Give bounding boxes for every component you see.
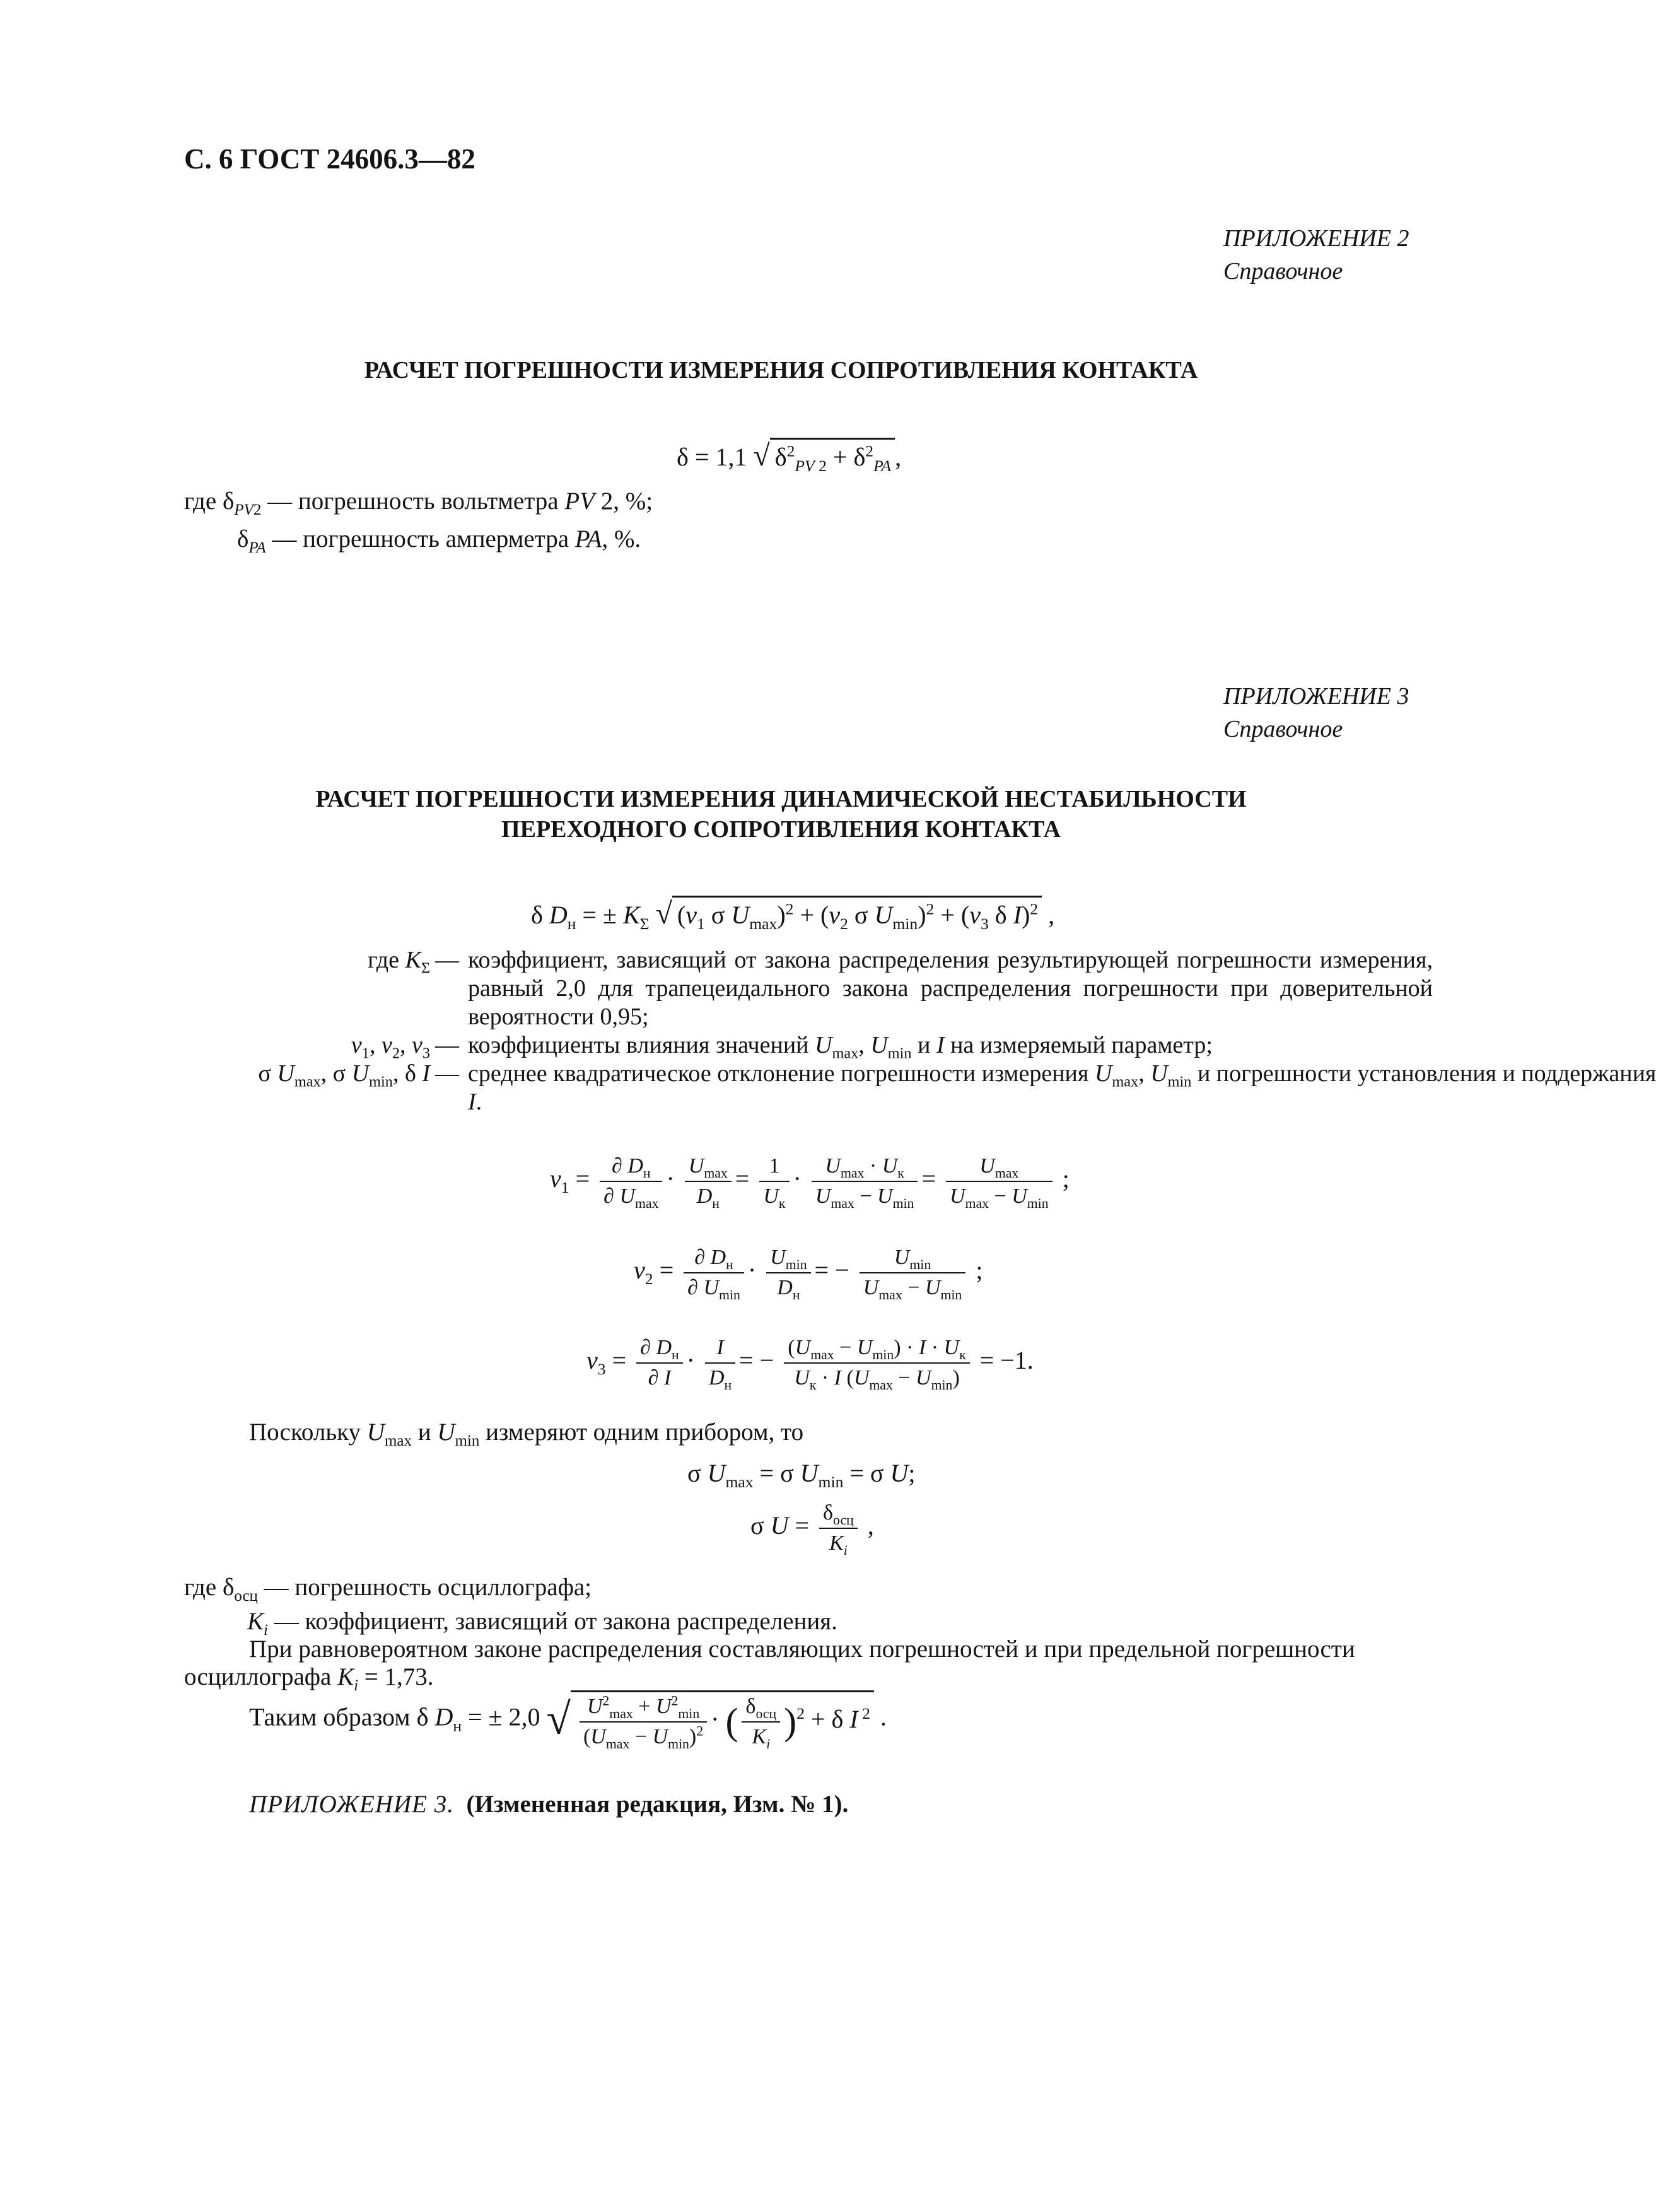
- definition-osc: где $\delta_{осц}$ — погрешность осциллографа;: [184, 1574, 592, 1605]
- def-tail: , %.: [602, 525, 641, 553]
- sqrt-icon: √: [753, 439, 770, 472]
- appendix-kind: Справочное: [1223, 716, 1343, 742]
- def-tail: , %;: [613, 488, 653, 515]
- appendix-label: ПРИЛОЖЕНИЕ 2: [1223, 225, 1409, 252]
- formula-end: .: [873, 1702, 887, 1731]
- def-num: 2: [594, 488, 614, 515]
- formula-v3: $v_3$ = $\frac{\partial D_н}{\partial I}$ · $\frac{I}{D_н}$ = − $\frac{(U_{max} - U_{min}) \cdot I \cdot U_к}{U_к \cdot I (U_{max} - U_{min})}$ = −1.: [586, 1336, 1034, 1393]
- formula-end: ;: [1056, 1164, 1070, 1193]
- since-sentence: Поскольку $U_{max}$ и $U_{min}$ измеряют одним прибором, то: [249, 1419, 804, 1449]
- definition-list: [0, 946, 1656, 1115]
- formula-end: ;: [969, 1256, 983, 1285]
- definition-ki: $K_i$ — коэффициент, зависящий от закона распределения.: [247, 1608, 837, 1639]
- text-part: Таким образом: [249, 1702, 411, 1731]
- desc-part: среднее квадратическое отклонение погрешности измерения: [468, 1060, 1089, 1087]
- def-symbol: PA: [574, 525, 602, 553]
- formula-lhs: δ: [531, 901, 543, 929]
- dash: —: [435, 947, 459, 973]
- sqrt-icon: √: [655, 897, 672, 930]
- def-v123: коэффициенты влияния значений $U_{max}$, $U_{min}$ и I на измеряемый параметр;: [468, 1032, 1213, 1062]
- desc-part: и погрешности установления и поддержания: [1197, 1060, 1656, 1087]
- def-text: погрешность осциллографа;: [294, 1574, 592, 1601]
- formula-end: ,: [861, 1511, 874, 1540]
- formula-final: Таким образом δ $D_н$ = ± 2,0 √ $\frac{U^2_{max} + U^2_{min}}{(U_{max} - U_{min})^2}$ · ( $\frac{\delta_{осц}}{K_i}$ )$^2$ + δ I $^2$ .: [249, 1690, 887, 1749]
- appendix-kind: Справочное: [1223, 258, 1343, 284]
- formula-v2: $v_2$ = $\frac{\partial D_н}{\partial U_{min}}$ · $\frac{U_{min}}{D_н}$ = − $\frac{U_{min}}{U_{max} - U_{min}}$ ;: [634, 1246, 983, 1302]
- formula-lhs: δ = 1,1: [677, 443, 747, 471]
- dash: —: [435, 1060, 459, 1087]
- desc-part: коэффициенты влияния значений: [468, 1032, 809, 1058]
- formula-suffix: ,: [1042, 901, 1055, 929]
- term-prefix: где: [368, 947, 399, 973]
- desc-part: и: [918, 1032, 931, 1058]
- formula-dynamic: δ $D_н$ = ± $K_\Sigma$ √ ($v_1$ σ $U_{max})^2 + (v_2$ σ $U_{min})^2 + (v_3$ δ I)$^2$ ,: [531, 897, 1055, 933]
- note-label: ПРИЛОЖЕНИЕ 3.: [249, 1791, 454, 1818]
- radicand: $\frac{U^2_{max} + U^2_{min}}{(U_{max} - U_{min})^2}$ · ( $\frac{\delta_{осц}}{K_i}$ )$^2$ + δ I $^2$: [571, 1690, 874, 1749]
- formula-sigma-u: σ U = $\frac{\delta_{осц}}{K_i}$ ,: [750, 1501, 874, 1558]
- dash: —: [435, 1032, 459, 1058]
- formula-sigma-equal: σ $U_{max} = \sigma$ $U_{min} = \sigma$ U;: [687, 1459, 916, 1491]
- sqrt-icon: √: [546, 1695, 571, 1744]
- radicand: $\delta^2_{PV 2} + \delta^2_{PA}$: [770, 438, 895, 472]
- definition-pa: $\delta_{PA}$ — погрешность амперметра PA, %.: [237, 525, 641, 556]
- def-text: погрешность вольтметра: [298, 488, 559, 515]
- term-k-sigma: где $K_\Sigma$: [368, 947, 430, 977]
- appendix-2-label: [1223, 222, 1409, 288]
- text-part: измеряют одним прибором, то: [486, 1419, 804, 1446]
- note-text: (Измененная редакция, Изм. № 1).: [466, 1791, 849, 1818]
- def-dash: —: [265, 525, 303, 553]
- radicand: ($v_1$ σ $U_{max})^2 + (v_2$ σ $U_{min})^2 + (v_3$ δ I)$^2$: [672, 896, 1042, 930]
- appendix-2-title: РАСЧЕТ ПОГРЕШНОСТИ ИЗМЕРЕНИЯ СОПРОТИВЛЕНИЯ КОНТАКТА: [364, 357, 1198, 383]
- text-part: Поскольку: [249, 1419, 361, 1446]
- amendment-note: [249, 1790, 848, 1818]
- desc-part: на измеряемый параметр;: [950, 1032, 1213, 1058]
- page-header: С. 6 ГОСТ 24606.3—82: [184, 143, 475, 175]
- def-sigma: среднее квадратическое отклонение погрешности измерения $U_{max}$, $U_{min}$ и погрешности установления и поддержания I.: [468, 1060, 1656, 1115]
- appendix-label: ПРИЛОЖЕНИЕ 3: [1223, 683, 1409, 710]
- formula-delta: [677, 438, 901, 473]
- definition-pv2: где $\delta_{PV2}$ — погрешность вольтметра PV 2, %;: [184, 488, 653, 518]
- text-part: и: [417, 1419, 431, 1446]
- text-part: = 1,73.: [364, 1663, 434, 1690]
- paragraph-line1: При равновероятном законе распределения составляющих погрешностей и при предельной погрешности: [249, 1636, 1355, 1663]
- formula-end: ;: [908, 1459, 916, 1487]
- formula-end: = −1.: [973, 1346, 1034, 1375]
- formula-suffix: ,: [895, 443, 902, 471]
- def-prefix: где: [184, 1574, 217, 1601]
- def-text: погрешность амперметра: [303, 525, 569, 553]
- text-part: осциллографа: [184, 1663, 332, 1690]
- def-symbol: PV: [564, 488, 595, 515]
- appendix-3-label: [1223, 680, 1409, 746]
- paragraph-line2: осциллографа $K_i = 1,73$.: [184, 1663, 434, 1694]
- def-text: коэффициент, зависящий от закона распределения.: [305, 1608, 837, 1635]
- term-v123: $v_1$, $v_2$, $v_3$: [351, 1032, 430, 1062]
- formula-v1: $v_1$ = $\frac{\partial D_н}{\partial U_{max}}$ · $\frac{U_{max}}{D_н}$ = $\frac{1}{U_к}$ · $\frac{U_{max} \cdot U_к}{U_{max} - U_{min}}$ = $\frac{U_{max}}{U_{max} - U_{min}}$ ;: [550, 1154, 1070, 1211]
- term-sigma: σ $U_{max}$, σ $U_{min}$, δ I: [258, 1060, 430, 1091]
- def-k-sigma: коэффициент, зависящий от закона распределения результирующей погрешности измерения, равный 2,0 для трапецеидального закона распределения погрешности при доверительной вероятности 0,95;: [468, 947, 1433, 1030]
- formula-coef: = ± 2,0: [462, 1702, 540, 1731]
- appendix-3-title-line2: ПЕРЕХОДНОГО СОПРОТИВЛЕНИЯ КОНТАКТА: [501, 816, 1061, 843]
- formula-eq: = ±: [576, 901, 623, 929]
- appendix-3-title-line1: РАСЧЕТ ПОГРЕШНОСТИ ИЗМЕРЕНИЯ ДИНАМИЧЕСКОЙ НЕСТАБИЛЬНОСТИ: [315, 786, 1247, 812]
- def-dash: —: [261, 488, 298, 515]
- def-prefix: где: [184, 488, 217, 515]
